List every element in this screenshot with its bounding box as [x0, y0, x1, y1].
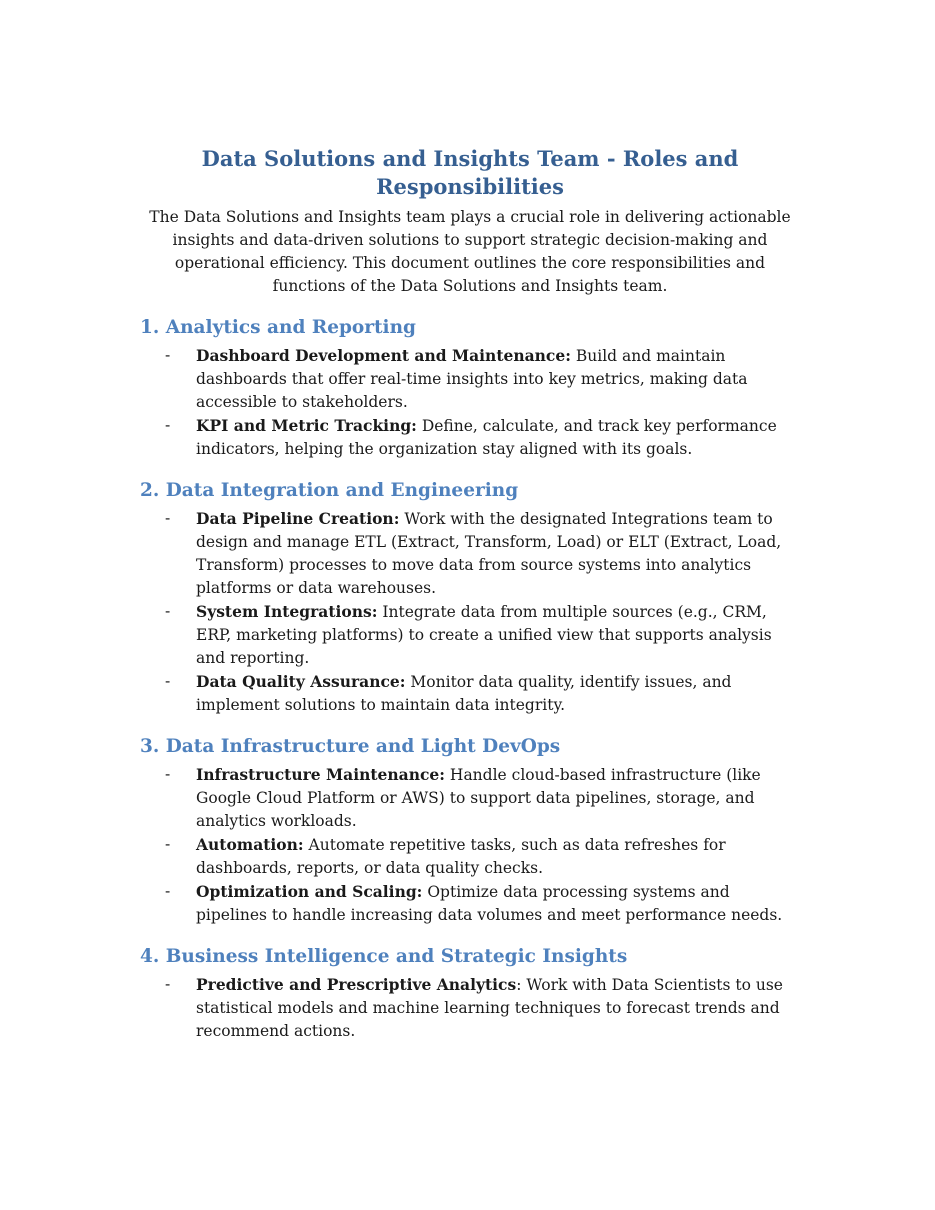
list-item [140, 600, 800, 670]
bullet-text [196, 880, 800, 927]
bullet-list [140, 507, 800, 717]
list-item [140, 344, 800, 414]
bullet-label: Dashboard Development and Maintenance: [196, 346, 571, 365]
bullet-text [196, 414, 800, 461]
bullet-marker: - [165, 346, 171, 364]
list-item [140, 507, 800, 600]
bullet-body: Build and maintain dashboards that offer real-time insights into key metrics, making data accessible to stakeholders. [196, 347, 748, 411]
bullet-marker: - [165, 602, 171, 620]
bullet-body: Monitor data quality, identify issues, and implement solutions to maintain data integrity. [196, 673, 732, 714]
bullet-list [140, 344, 800, 461]
section-heading: 3. Data Infrastructure and Light DevOps [140, 736, 561, 757]
bullet-body: : Work with Data Scientists to use statistical models and machine learning techniques to forecast trends and recommend actions. [196, 976, 783, 1040]
bullet-marker: - [165, 672, 171, 690]
section-data-integration-and-engineering [140, 480, 800, 717]
bullet-body: Integrate data from multiple sources (e.g., CRM, ERP, marketing platforms) to create a unified view that supports analysis and reporting. [196, 603, 772, 667]
section-heading: 4. Business Intelligence and Strategic Insights [140, 946, 628, 967]
bullet-body: Automate repetitive tasks, such as data refreshes for dashboards, reports, or data quality checks. [196, 836, 726, 877]
bullet-body: Handle cloud-based infrastructure (like Google Cloud Platform or AWS) to support data pipelines, storage, and analytics workloads. [196, 766, 761, 830]
bullet-body: Work with the designated Integrations team to design and manage ETL (Extract, Transform, Load) or ELT (Extract, Load, Transform) processes to move data from source systems into analytics platforms or data warehouses. [196, 510, 782, 597]
bullet-text [196, 670, 800, 717]
list-item [140, 973, 800, 1043]
bullet-body: Define, calculate, and track key performance indicators, helping the organization stay aligned with its goals. [196, 417, 777, 458]
section-heading: 1. Analytics and Reporting [140, 317, 416, 338]
bullet-list [140, 763, 800, 927]
bullet-label: Automation: [196, 835, 304, 854]
intro-paragraph: The Data Solutions and Insights team plays a crucial role in delivering actionable insights and data-driven solutions to support strategic decision-making and operational efficiency. This document outlines the core responsibilities and functions of the Data Solutions and Insights team. [149, 208, 791, 295]
bullet-text [196, 507, 800, 600]
section-business-intelligence-and-strategic-insights [140, 946, 800, 1043]
list-item [140, 670, 800, 717]
bullet-list [140, 973, 800, 1043]
bullet-marker: - [165, 835, 171, 853]
bullet-label: Data Pipeline Creation: [196, 509, 400, 528]
section-data-infrastructure-and-light-devops [140, 736, 800, 927]
bullet-text [196, 833, 800, 880]
bullet-marker: - [165, 416, 171, 434]
bullet-marker: - [165, 975, 171, 993]
bullet-label: Optimization and Scaling: [196, 882, 423, 901]
bullet-marker: - [165, 882, 171, 900]
bullet-body: Optimize data processing systems and pipelines to handle increasing data volumes and meet performance needs. [196, 883, 783, 924]
document-title: Data Solutions and Insights Team - Roles and Responsibilities [201, 146, 739, 199]
bullet-marker: - [165, 509, 171, 527]
list-item [140, 833, 800, 880]
bullet-text [196, 344, 800, 414]
bullet-label: KPI and Metric Tracking: [196, 416, 417, 435]
bullet-marker: - [165, 765, 171, 783]
list-item [140, 763, 800, 833]
bullet-label: Infrastructure Maintenance: [196, 765, 445, 784]
section-analytics-and-reporting [140, 317, 800, 461]
list-item [140, 414, 800, 461]
bullet-label: Data Quality Assurance: [196, 672, 406, 691]
bullet-label: Predictive and Prescriptive Analytics [196, 975, 517, 994]
bullet-label: System Integrations: [196, 602, 378, 621]
list-item [140, 880, 800, 927]
bullet-text [196, 973, 800, 1043]
bullet-text [196, 600, 800, 670]
bullet-text [196, 763, 800, 833]
section-heading: 2. Data Integration and Engineering [140, 480, 519, 501]
